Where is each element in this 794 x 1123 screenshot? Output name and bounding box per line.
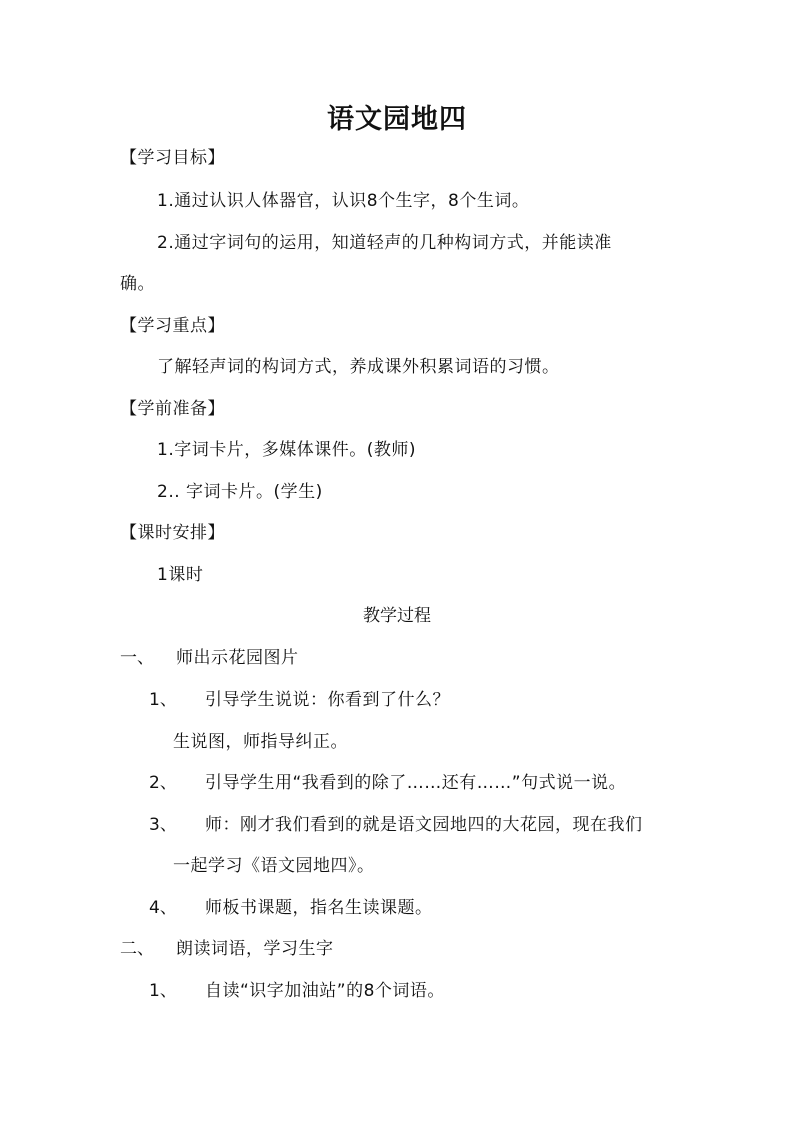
schedule-text: 1课时	[157, 565, 204, 585]
step-text: 一起学习《语文园地四》。	[173, 856, 375, 876]
part-2-title: 朗读词语，学习生字	[176, 939, 334, 959]
step-number: 1、	[149, 690, 177, 710]
preparation-item-2: 2.. 字词卡片。(学生)	[157, 482, 323, 502]
objectives-item-1: 1.通过认识人体器官，认识8个生字，8个生词。	[157, 191, 530, 211]
step-text: 引导学生用“我看到的除了……还有……”句式说一说。	[205, 773, 627, 793]
objectives-heading: 【学习目标】	[120, 148, 225, 168]
page-title: 语文园地四	[327, 104, 467, 135]
step-number: 4、	[149, 898, 177, 918]
step-number: 3、	[149, 815, 177, 835]
step-number: 1、	[149, 981, 177, 1001]
step-number: 2、	[149, 773, 177, 793]
focus-heading: 【学习重点】	[120, 316, 225, 336]
step-text: 生说图，师指导纠正。	[173, 732, 348, 752]
focus-text: 了解轻声词的构词方式，养成课外积累词语的习惯。	[157, 357, 560, 377]
part-1-title: 师出示花园图片	[176, 648, 299, 668]
preparation-item-1: 1.字词卡片，多媒体课件。(教师)	[157, 440, 416, 460]
step-text: 师：刚才我们看到的就是语文园地四的大花园，现在我们	[205, 815, 643, 835]
schedule-heading: 【课时安排】	[120, 523, 225, 543]
step-text: 自读“识字加油站”的8个词语。	[205, 981, 445, 1001]
part-1-number: 一、	[120, 648, 154, 668]
process-heading: 教学过程	[363, 606, 431, 626]
objectives-item-2-continuation: 确。	[120, 274, 155, 294]
objectives-item-2: 2.通过字词句的运用，知道轻声的几种构词方式，并能读准	[157, 233, 612, 253]
part-2-number: 二、	[120, 939, 154, 959]
preparation-heading: 【学前准备】	[120, 399, 225, 419]
step-text: 引导学生说说：你看到了什么？	[205, 690, 450, 710]
step-text: 师板书课题，指名生读课题。	[205, 898, 433, 918]
